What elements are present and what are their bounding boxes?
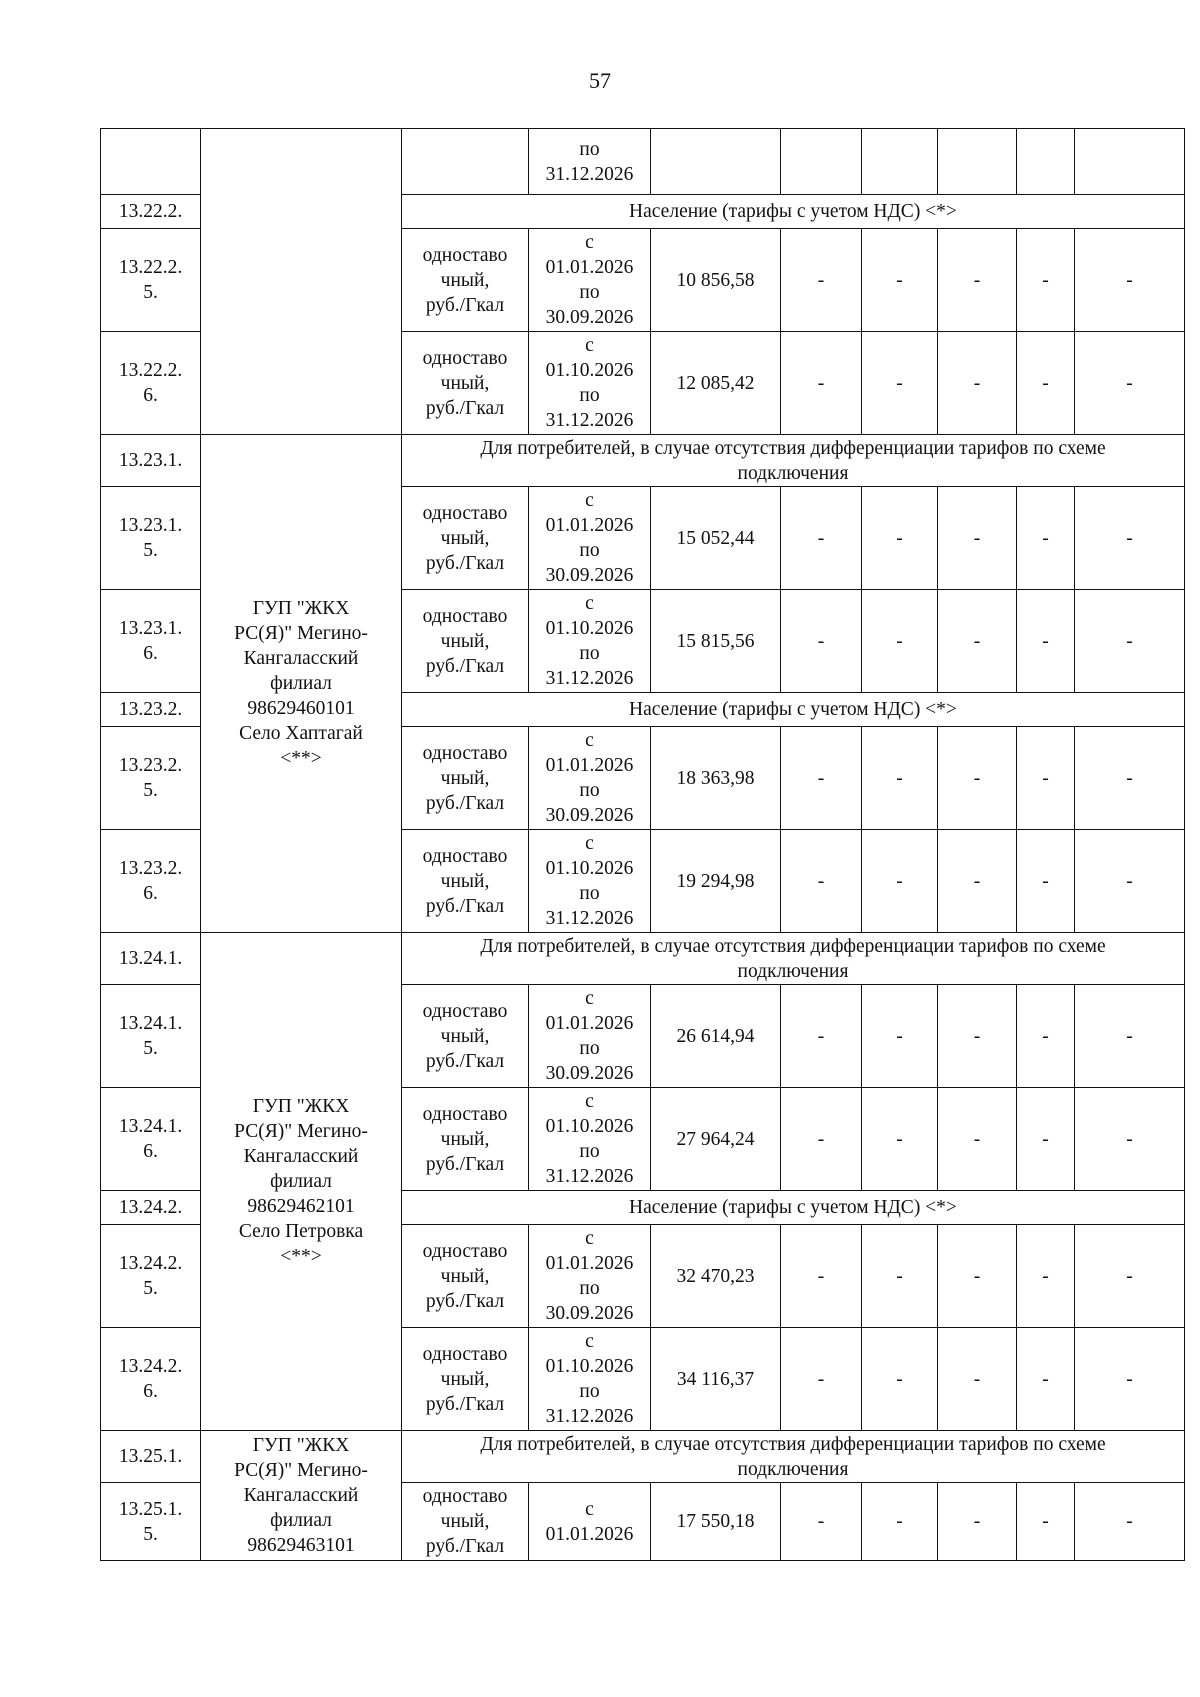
dash-cell: - [781,1483,862,1561]
cell-line: 13.24.1. [118,1116,183,1137]
cell-line: 31.12.2026 [545,908,634,929]
cell-line: с [585,335,594,356]
cell-line: руб./Гкал [425,1536,505,1557]
code-cell: 13.23.2. [101,693,201,727]
dash-cell: - [781,1088,862,1191]
dash-cell: - [1017,830,1075,933]
cell-line: 31.12.2026 [545,410,634,431]
value-cell: 26 614,94 [651,985,781,1088]
cell-line: 13.24.1. [118,1013,183,1034]
empty-cell [938,129,1017,195]
cell-line: 31.12.2026 [545,668,634,689]
cell-line: 01.10.2026 [545,1356,634,1377]
cell-line: по [579,643,600,664]
cell-line: одноставо [422,605,508,627]
dash-cell: - [1075,1328,1185,1431]
code-cell: 13.24.2. [101,1191,201,1225]
value-cell: 15 815,56 [651,590,781,693]
code-cell [101,487,201,590]
cell-line: <**> [280,1246,322,1267]
dash-cell: - [938,1483,1017,1561]
cell-line: 13.24.2. [118,1253,183,1274]
cell-line: чный, [440,1128,490,1150]
dash-cell: - [1017,727,1075,830]
dash-cell: - [862,1328,938,1431]
cell-line: руб./Гкал [425,1050,505,1072]
cell-line: 98629460101 [247,698,355,719]
cell-line: чный, [440,767,490,789]
cell-line: 01.01.2026 [545,515,634,536]
dash-cell: - [938,985,1017,1088]
org-cell [201,435,402,933]
cell-line: по [579,540,600,561]
cell-line: <**> [280,748,322,769]
cell-line: РС(Я)" Мегино- [234,623,368,644]
code-cell [101,830,201,933]
cell-line: руб./Гкал [425,552,505,574]
cell-line: одноставо [422,1343,508,1365]
cell-line: Кангаласский [243,648,359,669]
cell-line: 98629462101 [247,1196,355,1217]
cell-line: Для потребителей, в случае отсутствия дифференциации тарифов по схеме [480,437,1106,459]
period-cell [529,1483,651,1561]
dash-cell: - [938,229,1017,332]
code-cell [101,1483,201,1561]
cell-line: одноставо [422,244,508,266]
cell-line: чный, [440,269,490,291]
dash-cell: - [938,830,1017,933]
dash-cell: - [1017,1225,1075,1328]
period-cell [529,590,651,693]
value-cell: 17 550,18 [651,1483,781,1561]
cell-line: 01.10.2026 [545,360,634,381]
cell-line: филиал [270,673,332,694]
cell-line: 5. [143,780,158,801]
cell-line: руб./Гкал [425,792,505,814]
cell-line: руб./Гкал [425,1153,505,1175]
table-row [101,129,1185,195]
cell-line: 30.09.2026 [545,805,634,826]
dash-cell: - [1075,590,1185,693]
dash-cell: - [1075,332,1185,435]
cell-line: с [585,1331,594,1352]
cell-line: чный, [440,1368,490,1390]
cell-line: чный, [440,372,490,394]
cell-line: 5. [143,1038,158,1059]
cell-line: одноставо [422,1240,508,1262]
empty-cell [1075,129,1185,195]
cell-line: Для потребителей, в случае отсутствия дифференциации тарифов по схеме [480,1433,1106,1455]
dash-cell: - [862,985,938,1088]
code-cell [101,129,201,195]
type-cell [402,332,529,435]
dash-cell: - [781,487,862,590]
dash-cell: - [862,727,938,830]
cell-line: филиал [270,1171,332,1192]
section-header: Население (тарифы с учетом НДС) <*> [402,1191,1185,1225]
cell-line: филиал [270,1510,332,1531]
period-cell [529,487,651,590]
dash-cell: - [781,830,862,933]
dash-cell: - [862,1225,938,1328]
dash-cell: - [781,229,862,332]
code-cell [101,332,201,435]
period-cell [529,229,651,332]
cell-line: 98629463101 [247,1535,355,1556]
section-header [402,435,1185,487]
dash-cell: - [938,1328,1017,1431]
cell-line: подключения [737,462,849,484]
code-cell [101,727,201,830]
cell-line: 6. [143,385,158,406]
table-row [101,435,1185,487]
cell-line: 5. [143,540,158,561]
cell-line: 13.24.2. [118,1356,183,1377]
cell-line: 13.25.1. [118,1498,183,1520]
cell-line: 01.10.2026 [545,858,634,879]
dash-cell: - [1017,229,1075,332]
cell-line: подключения [737,1458,849,1480]
cell-line: чный, [440,870,490,892]
cell-line: по [579,780,600,801]
cell-line: по [579,1381,600,1402]
cell-line: 13.22.2. [118,360,183,381]
dash-cell: - [781,727,862,830]
cell-line: по [579,1038,600,1059]
type-cell [402,1088,529,1191]
value-cell: 10 856,58 [651,229,781,332]
dash-cell: - [862,229,938,332]
dash-cell: - [938,590,1017,693]
cell-line: руб./Гкал [425,397,505,419]
cell-line: 6. [143,643,158,664]
code-cell [101,1088,201,1191]
cell-line: с [585,1228,594,1249]
dash-cell: - [938,487,1017,590]
cell-line: 13.23.1. [118,618,183,639]
cell-line: чный, [440,1025,490,1047]
cell-line: 13.23.2. [118,755,183,776]
dash-cell: - [938,332,1017,435]
type-cell [402,590,529,693]
cell-line: ГУП "ЖКХ [252,1435,350,1456]
cell-line: 30.09.2026 [545,1303,634,1324]
dash-cell: - [938,1088,1017,1191]
dash-cell: - [781,985,862,1088]
cell-line: ГУП "ЖКХ [252,1096,350,1117]
cell-line: с [585,490,594,511]
cell-line: с [585,988,594,1009]
cell-line: 5. [143,1523,158,1545]
cell-line: 31.12.2026 [545,1166,634,1187]
code-cell [101,229,201,332]
cell-line: 13.23.1. [118,515,183,536]
type-cell [402,830,529,933]
dash-cell: - [938,1225,1017,1328]
section-header: Население (тарифы с учетом НДС) <*> [402,693,1185,727]
empty-cell [781,129,862,195]
code-cell: 13.22.2. [101,195,201,229]
cell-line: руб./Гкал [425,1393,505,1415]
cell-line: руб./Гкал [425,294,505,316]
type-cell [402,1328,529,1431]
cell-line: одноставо [422,742,508,764]
cell-line: РС(Я)" Мегино- [234,1460,368,1481]
cell-line: 13.23.2. [118,858,183,879]
dash-cell: - [781,332,862,435]
dash-cell: - [1075,1088,1185,1191]
dash-cell: - [1075,830,1185,933]
period-cell [529,830,651,933]
cell-line: 5. [143,282,158,303]
cell-line: чный, [440,630,490,652]
section-header [402,933,1185,985]
cell-line: чный, [440,1265,490,1287]
cell-line: с [585,833,594,854]
dash-cell: - [1075,1483,1185,1561]
cell-line: с [585,232,594,253]
code-cell [101,1225,201,1328]
dash-cell: - [781,1328,862,1431]
code-cell: 13.23.1. [101,435,201,487]
period-cell [529,1328,651,1431]
cell-line: по [579,138,600,160]
cell-line: чный, [440,527,490,549]
dash-cell: - [1075,985,1185,1088]
cell-line: Село Петровка [238,1221,364,1242]
cell-line: руб./Гкал [425,895,505,917]
cell-line: одноставо [422,845,508,867]
cell-line: 6. [143,1141,158,1162]
cell-line: ГУП "ЖКХ [252,598,350,619]
type-cell [402,1225,529,1328]
cell-line: 13.22.2. [118,257,183,278]
period-cell [529,985,651,1088]
period-cell [529,1088,651,1191]
dash-cell: - [1017,1483,1075,1561]
value-cell: 32 470,23 [651,1225,781,1328]
cell-line: по [579,282,600,303]
cell-line: Кангаласский [243,1485,359,1506]
cell-line: по [579,1141,600,1162]
empty-cell [1017,129,1075,195]
cell-line: 30.09.2026 [545,565,634,586]
dash-cell: - [781,1225,862,1328]
type-cell [402,487,529,590]
value-cell [651,129,781,195]
cell-line: с [585,730,594,751]
dash-cell: - [1017,985,1075,1088]
dash-cell: - [862,830,938,933]
cell-line: 01.01.2026 [545,1253,634,1274]
code-cell [101,590,201,693]
cell-line: одноставо [422,1103,508,1125]
cell-line: по [579,1278,600,1299]
type-cell [402,129,529,195]
period-cell [529,727,651,830]
cell-line: одноставо [422,1000,508,1022]
value-cell: 27 964,24 [651,1088,781,1191]
org-cell [201,1431,402,1561]
code-cell: 13.24.1. [101,933,201,985]
cell-line: 01.01.2026 [545,257,634,278]
org-cell [201,129,402,435]
type-cell [402,985,529,1088]
cell-line: 31.12.2026 [545,163,634,185]
cell-line: с [585,1091,594,1112]
cell-line: руб./Гкал [425,655,505,677]
cell-line: 01.10.2026 [545,1116,634,1137]
dash-cell: - [862,487,938,590]
cell-line: с [585,593,594,614]
cell-line: 5. [143,1278,158,1299]
dash-cell: - [1017,590,1075,693]
section-header [402,1431,1185,1483]
type-cell [402,727,529,830]
cell-line: одноставо [422,502,508,524]
cell-line: одноставо [422,1486,508,1507]
period-cell [529,129,651,195]
value-cell: 15 052,44 [651,487,781,590]
cell-line: 01.10.2026 [545,618,634,639]
org-cell [201,933,402,1431]
table-row [101,1431,1185,1483]
cell-line: по [579,385,600,406]
dash-cell: - [1017,1088,1075,1191]
cell-line: одноставо [422,347,508,369]
cell-line: 6. [143,1381,158,1402]
dash-cell: - [1075,1225,1185,1328]
period-cell [529,332,651,435]
section-header: Население (тарифы с учетом НДС) <*> [402,195,1185,229]
value-cell: 12 085,42 [651,332,781,435]
empty-cell [862,129,938,195]
cell-line: подключения [737,960,849,982]
dash-cell: - [1075,487,1185,590]
dash-cell: - [781,590,862,693]
cell-line: чный, [440,1511,490,1532]
value-cell: 18 363,98 [651,727,781,830]
dash-cell: - [1017,487,1075,590]
dash-cell: - [1017,332,1075,435]
page-number: 57 [589,68,611,93]
dash-cell: - [862,332,938,435]
cell-line: руб./Гкал [425,1290,505,1312]
tariff-table [100,128,1185,1561]
cell-line: Кангаласский [243,1146,359,1167]
cell-line: 01.01.2026 [545,1523,634,1545]
cell-line: Для потребителей, в случае отсутствия дифференциации тарифов по схеме [480,935,1106,957]
code-cell: 13.25.1. [101,1431,201,1483]
cell-line: РС(Я)" Мегино- [234,1121,368,1142]
dash-cell: - [862,590,938,693]
cell-line: 01.01.2026 [545,1013,634,1034]
dash-cell: - [1017,1328,1075,1431]
dash-cell: - [862,1088,938,1191]
type-cell [402,229,529,332]
cell-line: по [579,883,600,904]
dash-cell: - [1075,727,1185,830]
cell-line: с [585,1498,594,1520]
dash-cell: - [862,1483,938,1561]
code-cell [101,1328,201,1431]
dash-cell: - [1075,229,1185,332]
code-cell [101,985,201,1088]
cell-line: Село Хаптагай [239,723,363,744]
dash-cell: - [938,727,1017,830]
type-cell [402,1483,529,1561]
period-cell [529,1225,651,1328]
cell-line: 30.09.2026 [545,1063,634,1084]
value-cell: 34 116,37 [651,1328,781,1431]
cell-line: 31.12.2026 [545,1406,634,1427]
cell-line: 6. [143,883,158,904]
value-cell: 19 294,98 [651,830,781,933]
table-row [101,933,1185,985]
cell-line: 30.09.2026 [545,307,634,328]
cell-line: 01.01.2026 [545,755,634,776]
